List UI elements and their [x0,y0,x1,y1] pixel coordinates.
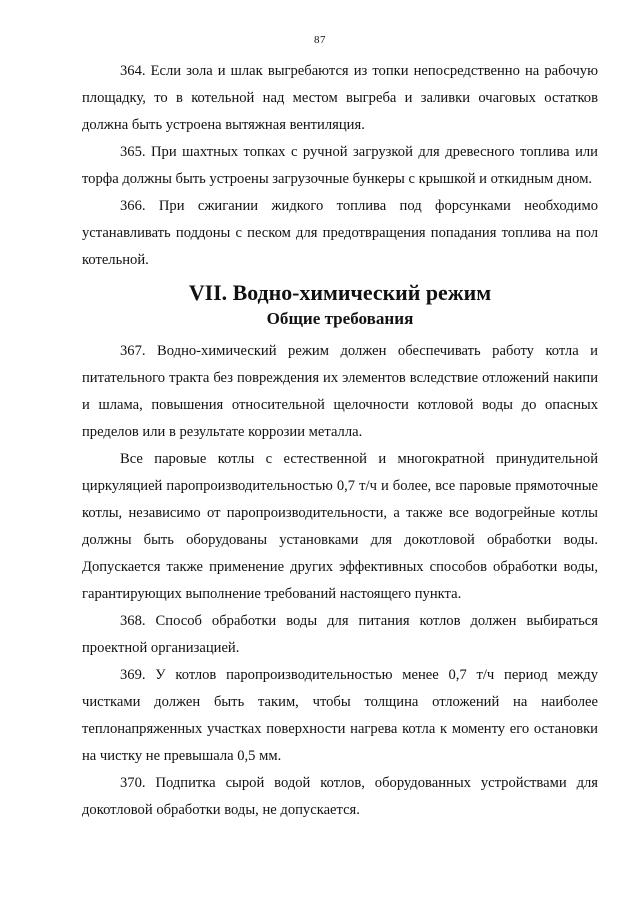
paragraph-364: 364. Если зола и шлак выгребаются из топки непосредственно на рабочую площадку, то в котельной над местом выгреба и заливки очаговых остатков должна быть устроена вытяжная вентиляция. [82,63,598,133]
page-number: 87 [314,34,326,46]
paragraph-365: 365. При шахтных топках с ручной загрузкой для древесного топлива или торфа должны быть устроены загрузочные бункеры с крышкой и откидным дном. [82,144,598,187]
paragraph-369: 369. У котлов паропроизводительностью менее 0,7 т/ч период между чистками должен быть таким, чтобы толщина отложений на наиболее теплонапряженных участках поверхности нагрева котла к моменту его остановки на чистку не превышала 0,5 мм. [82,667,598,764]
subsection-heading: Общие требования [266,309,414,328]
page-content [82,58,598,824]
paragraph-368: 368. Способ обработки воды для питания котлов должен выбираться проектной организацией. [82,613,598,656]
paragraph-367: 367. Водно-химический режим должен обеспечивать работу котла и питательного тракта без повреждения их элементов вследствие отложений накипи и шлама, повышения относительной щелочности котловой воды до опасных пределов или в результате коррозии металла. [82,343,598,440]
section-heading: VII. Водно-химический режим [188,280,492,305]
paragraph-370: 370. Подпитка сырой водой котлов, оборудованных устройствами для докотловой обработки воды, не допускается. [82,775,598,818]
paragraph-367-continued: Все паровые котлы с естественной и многократной принудительной циркуляцией паропроизводительностью 0,7 т/ч и более, все паровые прямоточные котлы, независимо от паропроизводительности, а также все водогрейные котлы должны быть оборудованы установками для докотловой обработки воды. Допускается также применение других эффективных способов обработки воды, гарантирующих выполнение требований настоящего пункта. [82,451,598,602]
paragraph-366: 366. При сжигании жидкого топлива под форсунками необходимо устанавливать поддоны с песком для предотвращения попадания топлива на пол котельной. [82,198,598,268]
